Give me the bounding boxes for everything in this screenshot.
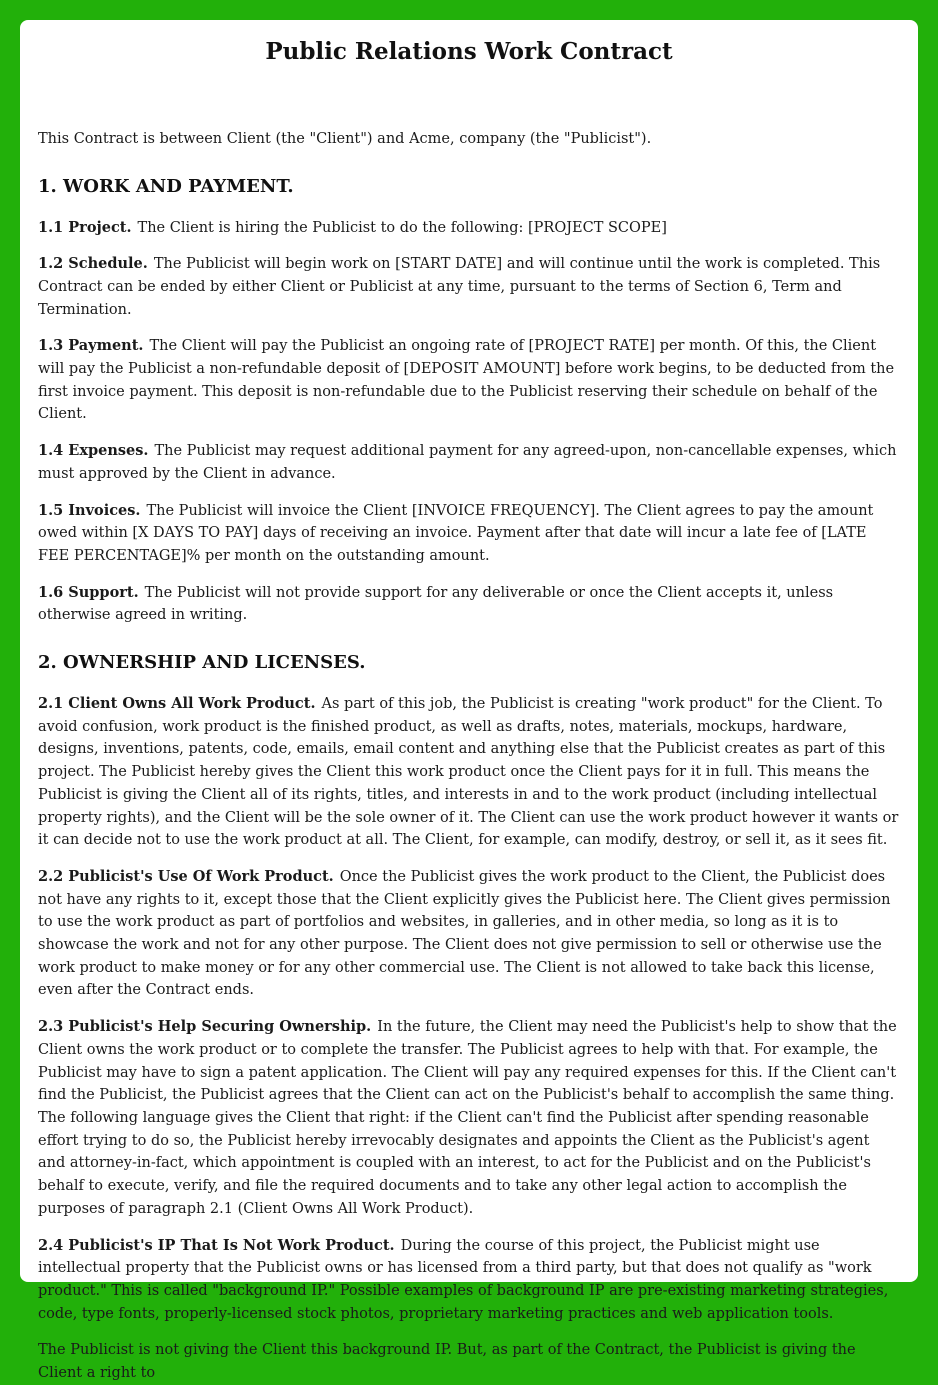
clause-text: The Publicist will invoice the Client [INVOICE FREQUENCY]. The Client agrees to pay the amount owed within [X DAYS TO PAY] days of receiving an invoice. Payment after that date will incur a late fee of [LATE FEE PERCENTAGE]% per month on the outstanding amount. <box>38 502 874 564</box>
page-title: Public Relations Work Contract <box>265 38 673 65</box>
clause-text: Once the Publicist gives the work product to the Client, the Publicist does not have any rights to it, except those that the Client explicitly gives the Publicist here. The Client gives permission to use the work product as part of portfolios and websites, in galleries, and in other media, so long as it is to showcase the work and not for any other purpose. The Client does not give permission to sell or otherwise use the work product to make money or for any other commercial use. The Client is not allowed to take back this license, even after the Contract ends. <box>38 868 891 999</box>
clause-label: 2.4 Publicist's IP That Is Not Work Product. <box>38 1236 395 1254</box>
intro-after: company (the "Publicist"). <box>454 131 652 147</box>
clause-text: The Publicist is not giving the Client this background IP. But, as part of the Contract, the Publicist is giving the Client a right to <box>38 1342 856 1382</box>
clause-text: The Client is hiring the Publicist to do the following: [PROJECT SCOPE] <box>137 219 667 236</box>
clause-paragraph <box>38 1016 900 1220</box>
clause-paragraph <box>38 500 900 568</box>
document-page <box>20 20 918 1382</box>
clause-paragraph <box>38 866 900 1002</box>
intro-before: This Contract is between Client (the "Client") and <box>38 131 410 147</box>
clause-text: The Publicist may request additional payment for any agreed-upon, non-cancellable expenses, which must approved by the Client in advance. <box>38 443 897 482</box>
contract-sections <box>38 175 900 1385</box>
clause-text: The Publicist will not provide support for any deliverable or once the Client accepts it, unless otherwise agreed in writing. <box>38 584 834 624</box>
section-heading: 2. OWNERSHIP AND LICENSES. <box>38 652 366 674</box>
clause-paragraph <box>38 1339 900 1384</box>
clause-paragraph <box>38 335 900 426</box>
clause-text: As part of this job, the Publicist is creating "work product" for the Client. To avoid confusion, work product is the finished product, as well as drafts, notes, materials, mockups, hardware, designs, inventions, patents, code, emails, email content and anything else that the Publicist creates as part of this project. The Publicist hereby gives the Client this work product once the Client pays for it in full. This means the Publicist is giving the Client all of its rights, titles, and interests in and to the work product (including intellectual property rights), and the Client will be the sole owner of it. The Client can use the work product however it wants or it can decide not to use the work product at all. The Client, for example, can modify, destroy, or sell it, as it sees fit. <box>38 696 899 849</box>
clause-label: 2.1 Client Owns All Work Product. <box>38 695 316 713</box>
section-heading: 1. WORK AND PAYMENT. <box>38 175 294 197</box>
clause-text: The Publicist will begin work on [START DATE] and will continue until the work is completed. This Contract can be ended by either Client or Publicist at any time, pursuant to the terms of Section 6, Term and Termination. <box>38 256 881 318</box>
clause-paragraph <box>38 217 900 240</box>
document-content <box>20 38 918 1385</box>
clause-text: In the future, the Client may need the Publicist's help to show that the Client owns the work product or to complete the transfer. The Publicist agrees to help with that. For example, the Publicist may have to sign a patent application. The Client will pay any required expenses for this. If the Client can't find the Publicist, the Publicist agrees that the Client can act on the Publicist's behalf to accomplish the same thing. The following language gives the Client that right: if the Client can't find the Publicist after spending reasonable effort trying to do so, the Publicist hereby irrevocably designates and appoints the Client as the Publicist's agent and attorney-in-fact, which appointment is coupled with an interest, to act for the Publicist and on the Publicist's behalf to execute, verify, and file the required documents and to take any other legal action to accomplish the purposes of paragraph 2.1 (Client Owns All Work Product). <box>38 1019 897 1217</box>
clause-label: 2.3 Publicist's Help Securing Ownership. <box>38 1018 372 1036</box>
clause-paragraph <box>38 1235 900 1326</box>
clause-text: The Client will pay the Publicist an ongoing rate of [PROJECT RATE] per month. Of this, the Client will pay the Publicist a non-refundable deposit of [DEPOSIT AMOUNT] before work begins, to be deducted from the first invoice payment. This deposit is non-refundable due to the Publicist reserving their schedule on behalf of the Client. <box>38 338 895 423</box>
company-name: Acme, <box>409 131 455 147</box>
clause-label: 1.6 Support. <box>38 583 139 601</box>
contract-intro <box>38 128 900 151</box>
clause-paragraph <box>38 440 900 485</box>
clause-paragraph <box>38 693 900 852</box>
clause-label: 1.5 Invoices. <box>38 501 141 519</box>
clause-text: During the course of this project, the Publicist might use intellectual property that the Publicist owns or has licensed from a third party, but that does not qualify as "work product." This is called "background IP." Possible examples of background IP are pre-existing marketing strategies, code, type fonts, properly-licensed stock photos, proprietary marketing practices and web application tools. <box>38 1237 889 1322</box>
clause-paragraph <box>38 253 900 321</box>
clause-label: 1.3 Payment. <box>38 337 144 355</box>
clause-label: 1.1 Project. <box>38 218 132 236</box>
clause-label: 1.2 Schedule. <box>38 255 148 273</box>
clause-label: 1.4 Expenses. <box>38 442 149 460</box>
clause-label: 2.2 Publicist's Use Of Work Product. <box>38 867 334 885</box>
clause-paragraph <box>38 582 900 627</box>
